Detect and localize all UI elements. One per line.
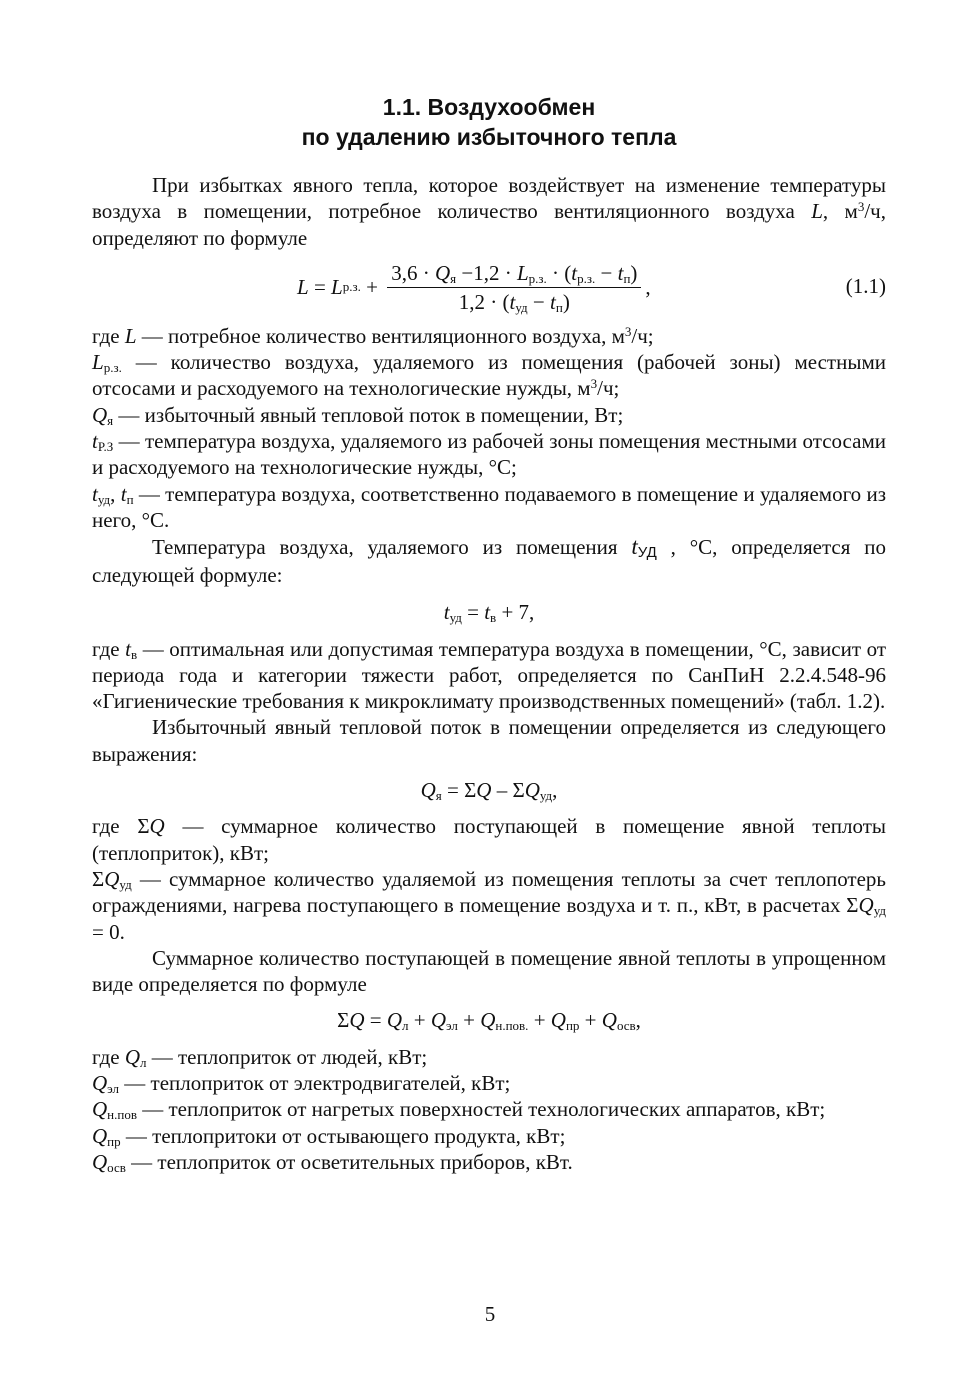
formula-fraction <box>387 261 641 314</box>
definition-Qel: $Q_{эл}$ — теплоприток от электродвигателей, кВт; <box>92 1071 511 1097</box>
intro-paragraph: При избытках явного тепла, которое воздействует на изменение температуры воздуха в помещении, потребное количество вентиляционного воздуха L, $м^3/ч$, определяют по формуле <box>92 173 886 250</box>
formula-1-1: L = L р.з. + $\frac{3,6 \cdot Q_я -1,2 \cdot L_{р.з.} \cdot (t_{р.з.} - t_п)}{1,2 \cdot (t_{уд} - t_п)}$ , (1.1) <box>297 260 886 315</box>
formula-number: (1.1) <box>845 273 886 298</box>
formula-Qya: $Q_я = \Sigma Q - \Sigma Q_{уд}$, <box>420 778 558 804</box>
paragraph-removed-air-temp: Температура воздуха, удаляемого из помещения $t_{УД}$ , °С, определяется по следующей формуле: <box>92 534 886 588</box>
formula-tud: $t_{уд} = t_в + 7$, <box>443 600 535 626</box>
paragraph-heat-flow: Избыточный явный тепловой поток в помещении определяется из следующего выражения: <box>92 715 886 766</box>
definition-Qya: $Q_я$ — избыточный явный тепловой поток в помещении, Вт; <box>92 402 624 428</box>
definition-Ql: где $Q_л$ — теплоприток от людей, кВт; <box>92 1044 428 1070</box>
document-page <box>92 92 886 1175</box>
section-heading <box>92 92 886 152</box>
definition-Lrz: $L_{р.з.}$ — количество воздуха, удаляемого из помещения (рабочей зоны) местными отсосами и расходуемого на технологические нужды, $м^3/ч$; <box>92 350 886 401</box>
page-number: 5 <box>484 1302 496 1326</box>
definition-Qosv: $Q_{осв}$ — теплоприток от осветительных приборов, кВт. <box>92 1149 573 1175</box>
formula-sumQ: $\Sigma Q = Q_л + Q_{эл} + Q_{н.пов.} + Q_{пр} + Q_{осв}$, <box>337 1008 641 1034</box>
definition-sumQ: где ΣQ — суммарное количество поступающей в помещение явной теплоты (теплоприток), кВт; <box>92 814 887 865</box>
section-number: 1.1. <box>382 94 422 120</box>
definition-Qnpov: $Q_{н.пов}$ — теплоприток от нагретых поверхностей технологических аппаратов, кВт; <box>92 1097 826 1123</box>
section-title-line1: Воздухообмен <box>427 94 596 120</box>
definition-tud-tp: $t_{уд}$, $t_п$ — температура воздуха, соответственно подаваемого в помещение и удаляемого из него, °С. <box>92 481 887 532</box>
definition-Qpr: $Q_{пр}$ — теплопритоки от остывающего продукта, кВт; <box>92 1123 566 1149</box>
paragraph-total-heat: Суммарное количество поступающей в помещение явной теплоты в упрощенном виде определяется по формуле <box>92 945 886 997</box>
definition-sumQud: $\Sigma Q_{уд}$ — суммарное количество удаляемой из помещения теплоты за счет теплопотерь ограждениями, нагрева поступающего в помещение воздуха и т. п., кВт, в расчетах $\Sigma Q_{уд} = 0$. <box>92 866 886 944</box>
formula-denominator: $1,2 \cdot (t_{уд} - t_п)$ <box>458 289 570 315</box>
definition-trz: $t_{Р.З}$ — температура воздуха, удаляемого из рабочей зоны помещения местными отсосами и расходуемого на технологические нужды, °С; <box>92 429 886 480</box>
section-title-line2: по удалению избыточного тепла <box>301 124 677 150</box>
definition-tv: где $t_в$ — оптимальная или допустимая температура воздуха в помещении, °С, зависит от периода года и категории тяжести работ, определяется по СанПиН 2.2.4.548-96 «Гигиенические требования к микроклимату производственных помещений» (табл. 1.2). <box>92 636 886 714</box>
definition-L: где L — потребное количество вентиляционного воздуха, $м^3/ч$; <box>92 323 654 348</box>
formula-numerator: $3,6 \cdot Q_я -1,2 \cdot L_{р.з.} \cdot (t_{р.з.} - t_п)$ <box>387 261 641 288</box>
